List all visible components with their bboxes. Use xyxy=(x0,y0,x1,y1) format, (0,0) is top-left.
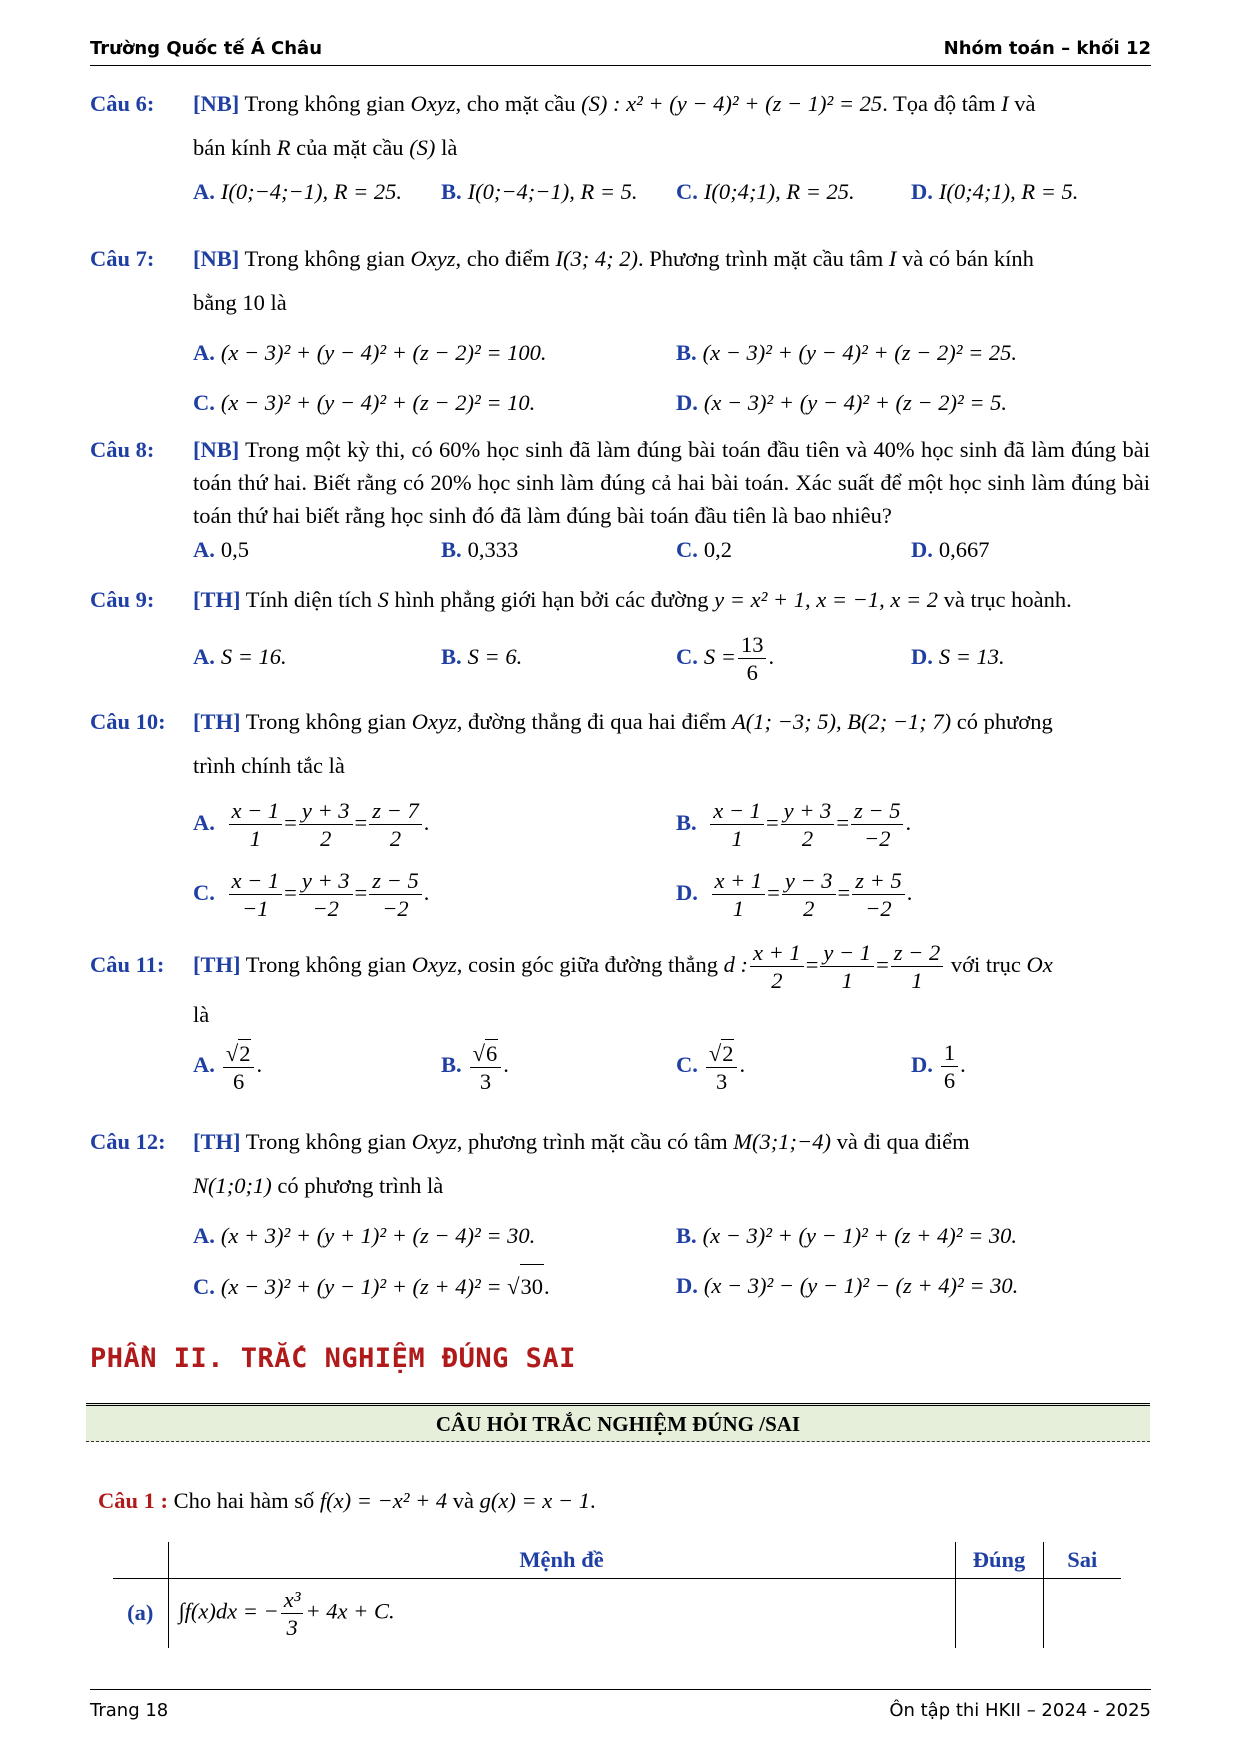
option-c[interactable]: C. S = $\frac{13}{6}$ . xyxy=(676,632,775,686)
option-b[interactable]: B. 0,333 xyxy=(441,537,519,562)
option-d[interactable]: D. I(0;4;1), R = 5. xyxy=(911,179,1079,204)
option-a[interactable]: A. (x + 3)² + (y + 1)² + (z − 4)² = 30. xyxy=(193,1223,536,1248)
row-label: (a) xyxy=(127,1600,154,1626)
question-text: [NB] Trong không gian Oxyz, cho điểm I(3; 4; 2). Phương trình mặt cầu tâm I và có bán kính bằng 10 là xyxy=(193,246,1034,315)
question-7 xyxy=(90,237,1150,425)
answer-options xyxy=(193,532,1150,568)
option-b[interactable]: B. (x − 3)² + (y − 4)² + (z − 2)² = 25. xyxy=(676,340,1018,365)
question-text: [TH] Trong không gian Oxyz, đường thẳng đi qua hai điểm A(1; −3; 5), B(2; −1; 7) có phương trình chính tắc là xyxy=(193,709,1053,778)
answer-options-row2 xyxy=(193,1264,1150,1308)
table-row xyxy=(113,1578,1121,1648)
question-number: Câu 12: xyxy=(90,1129,166,1154)
option-a[interactable]: A. $\frac{x - 1}{1}$ = $\frac{y + 3}{2}$ = $\frac{z - 7}{2}$ . xyxy=(193,798,430,852)
option-a[interactable]: A. $\frac{√2}{6}$ . xyxy=(193,1040,263,1094)
question-number: Câu 6: xyxy=(90,91,155,116)
page-header xyxy=(90,36,1151,66)
true-false-table xyxy=(113,1542,1121,1648)
option-d[interactable]: D. $\frac{x + 1}{1}$ = $\frac{y - 3}{2}$ = $\frac{z + 5}{-2}$ . xyxy=(676,868,913,922)
fraction: $\frac{13}{6}$ xyxy=(738,631,767,686)
question-number: Câu 11: xyxy=(90,952,165,977)
answer-options-row1 xyxy=(193,1214,1150,1258)
question-number: Câu 9: xyxy=(90,587,155,612)
school-name: Trường Quốc tế Á Châu xyxy=(90,38,323,59)
question-label: Câu 1 : xyxy=(98,1488,169,1513)
option-b[interactable]: B. S = 6. xyxy=(441,644,523,669)
question-text-end: là xyxy=(193,1002,210,1027)
answer-options-row2 xyxy=(193,381,1150,425)
option-c[interactable]: C. (x − 3)² + (y − 4)² + (z − 2)² = 10. xyxy=(193,390,536,415)
section-title: PHẦN II. TRẮC NGHIỆM ĐÚNG SAI xyxy=(90,1343,576,1374)
question-6 xyxy=(90,82,1150,214)
option-d[interactable]: D. 0,667 xyxy=(911,537,990,562)
option-a[interactable]: A. S = 16. xyxy=(193,644,287,669)
question-11 xyxy=(90,930,1150,1100)
option-b[interactable]: B. I(0;−4;−1), R = 5. xyxy=(441,179,638,204)
true-cell[interactable] xyxy=(955,1578,1043,1648)
question-12 xyxy=(90,1120,1150,1308)
answer-options xyxy=(193,622,1150,692)
header-true: Đúng xyxy=(955,1542,1043,1578)
option-c[interactable]: C. 0,2 xyxy=(676,537,732,562)
option-c[interactable]: C. (x − 3)² + (y − 1)² + (z + 4)² = √30. xyxy=(193,1264,550,1309)
option-c[interactable]: C. I(0;4;1), R = 25. xyxy=(676,179,855,204)
question-text: [TH] Tính diện tích S hình phẳng giới hạn bởi các đường y = x² + 1, x = −1, x = 2 và trục hoành. xyxy=(193,587,1072,612)
question-text: [NB] Trong không gian Oxyz, cho mặt cầu (S) : x² + (y − 4)² + (z − 1)² = 25. Tọa độ tâm I và bán kính R của mặt cầu (S) là xyxy=(193,91,1036,160)
true-false-question-1: Câu 1 : Cho hai hàm số f(x) = −x² + 4 và g(x) = x − 1. xyxy=(98,1488,596,1513)
answer-options xyxy=(193,1030,1150,1100)
option-b[interactable]: B. $\frac{√6}{3}$ . xyxy=(441,1040,509,1094)
option-a[interactable]: A. (x − 3)² + (y − 4)² + (z − 2)² = 100. xyxy=(193,340,547,365)
false-cell[interactable] xyxy=(1043,1578,1121,1648)
question-10 xyxy=(90,700,1150,928)
question-text: [NB] Trong một kỳ thi, có 60% học sinh đã làm đúng bài toán đầu tiên và 40% học sinh đã làm đúng bài toán thứ hai. Biết rằng có 20% học sinh làm đúng cả hai bài toán. Xác suất để một học sinh làm đúng bài toán thứ hai biết rằng học sinh đó đã làm đúng bài toán đầu tiên là bao nhiêu? xyxy=(193,437,1150,528)
option-d[interactable]: D. $\frac{1}{6}$ . xyxy=(911,1040,966,1094)
section-banner: CÂU HỎI TRẮC NGHIỆM ĐÚNG /SAI xyxy=(86,1403,1150,1442)
answer-options-row2 xyxy=(193,858,1150,928)
question-8 xyxy=(90,433,1150,568)
answer-options-row1 xyxy=(193,331,1150,375)
option-d[interactable]: D. (x − 3)² − (y − 1)² − (z + 4)² = 30. xyxy=(676,1273,1019,1298)
header-statement: Mệnh đề xyxy=(168,1542,955,1578)
option-c[interactable]: C. $\frac{√2}{3}$ . xyxy=(676,1040,746,1094)
course-name: Ôn tập thi HKII – 2024 - 2025 xyxy=(889,1700,1151,1721)
option-b[interactable]: B. $\frac{x - 1}{1}$ = $\frac{y + 3}{2}$ = $\frac{z - 5}{-2}$ . xyxy=(676,798,912,852)
question-text: [TH] Trong không gian Oxyz, phương trình mặt cầu có tâm M(3;1;−4) và đi qua điểm N(1;0;1) có phương trình là xyxy=(193,1129,970,1198)
option-d[interactable]: D. S = 13. xyxy=(911,644,1005,669)
option-a[interactable]: A. 0,5 xyxy=(193,537,249,562)
question-text: [TH] Trong không gian Oxyz, cosin góc giữa đường thẳng d : $\frac{x + 1}{2}$ = $\frac{y - 1}{1}$ = $\frac{z - 2}{1}$ với trục Ox xyxy=(193,940,1053,994)
question-number: Câu 10: xyxy=(90,709,166,734)
answer-options-row1 xyxy=(193,788,1150,858)
statement-cell: ∫f(x)dx = − $\frac{\text{x³}}{3}$ + 4x + C. xyxy=(168,1578,955,1648)
question-9 xyxy=(90,578,1150,692)
page-number: Trang 18 xyxy=(90,1700,169,1721)
group-name: Nhóm toán – khối 12 xyxy=(943,38,1151,59)
option-d[interactable]: D. (x − 3)² + (y − 4)² + (z − 2)² = 5. xyxy=(676,390,1008,415)
answer-options xyxy=(193,170,1150,214)
header-false: Sai xyxy=(1043,1542,1121,1578)
question-number: Câu 7: xyxy=(90,246,155,271)
option-a[interactable]: A. I(0;−4;−1), R = 25. xyxy=(193,179,403,204)
option-c[interactable]: C. $\frac{x - 1}{-1}$ = $\frac{y + 3}{-2}$ = $\frac{z - 5}{-2}$ . xyxy=(193,868,430,922)
page-footer xyxy=(90,1689,1151,1725)
question-number: Câu 8: xyxy=(90,437,155,462)
option-b[interactable]: B. (x − 3)² + (y − 1)² + (z + 4)² = 30. xyxy=(676,1223,1018,1248)
